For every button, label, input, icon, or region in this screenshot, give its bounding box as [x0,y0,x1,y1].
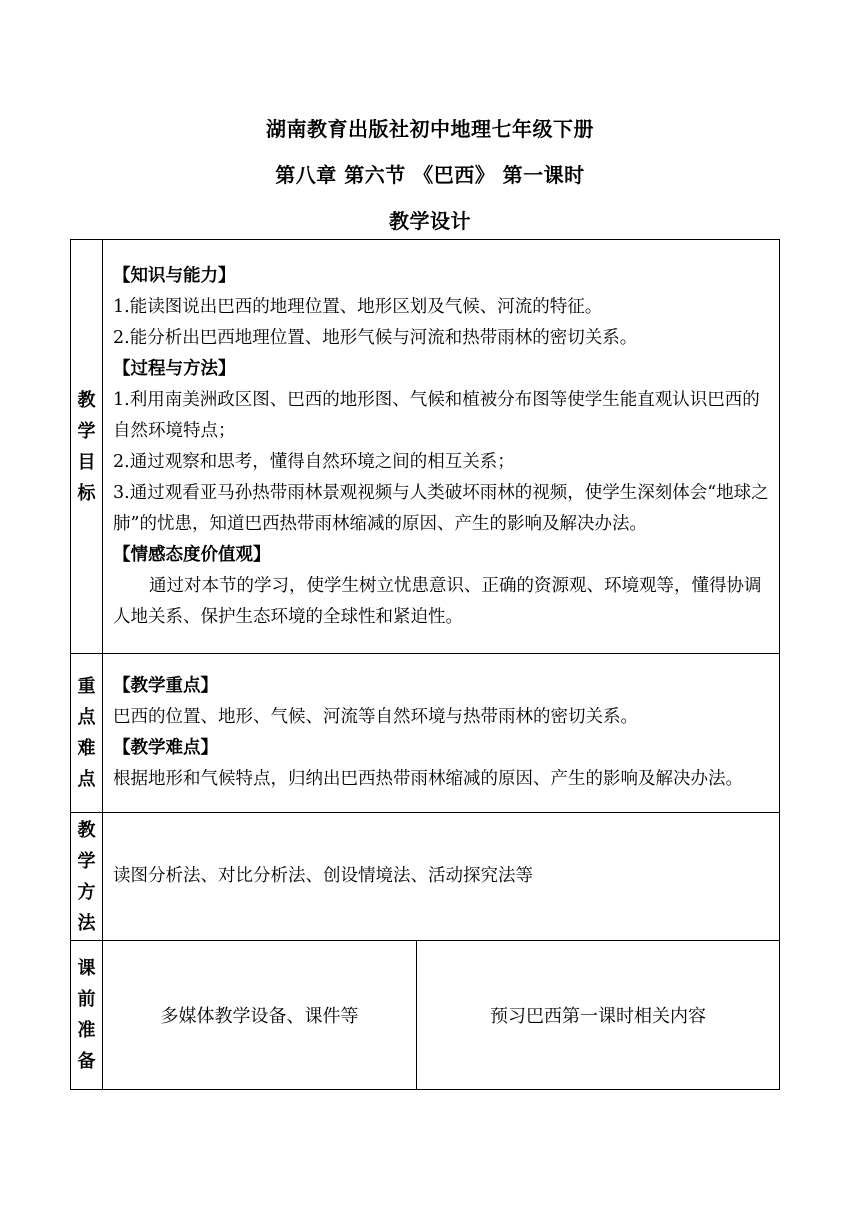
attitude-text: 通过对本节的学习，使学生树立忧患意识、正确的资源观、环境观等，懂得协调人地关系、保护生态环境的全球性和紧迫性。 [113,575,762,627]
preparation-label [71,941,103,1090]
key-points-row [71,654,780,813]
teacher-preparation: 多媒体教学设备、课件等 [103,941,417,1090]
objectives-content [103,240,780,654]
label-char: 难 [77,738,96,759]
difficulty-heading: 【教学难点】 [113,738,218,758]
label-char: 备 [77,1051,96,1072]
label-char: 准 [77,1020,96,1041]
key-points-content [103,654,780,813]
label-char: 点 [77,769,96,790]
focus-text: 巴西的位置、地形、气候、河流等自然环境与热带雨林的密切关系。 [113,707,638,727]
student-preparation: 预习巴西第一课时相关内容 [417,941,780,1090]
preparation-row [71,941,780,1090]
label-char: 学 [77,420,96,442]
chapter-subtitle: 第八章 第六节 《巴西》 第一课时 [275,163,585,187]
methods-row [71,813,780,941]
process-heading: 【过程与方法】 [113,358,236,379]
label-char: 重 [77,676,96,697]
process-item: 2.通过观察和思考，懂得自然环境之间的相互关系； [113,451,515,472]
label-char: 法 [77,912,96,934]
label-char: 方 [77,881,96,903]
document-title: 湖南教育出版社初中地理七年级下册 [266,117,594,141]
design-heading: 教学设计 [389,209,471,233]
methods-text: 读图分析法、对比分析法、创设情境法、活动探究法等 [113,866,533,886]
label-char: 课 [77,958,96,979]
label-char: 前 [77,989,96,1010]
label-char: 标 [77,482,96,504]
label-char: 目 [77,451,96,473]
label-char: 点 [77,707,96,728]
label-char: 教 [77,389,96,411]
difficulty-text: 根据地形和气候特点，归纳出巴西热带雨林缩减的原因、产生的影响及解决办法。 [113,769,743,789]
label-char: 教 [77,819,96,841]
knowledge-heading: 【知识与能力】 [113,265,236,286]
attitude-heading: 【情感态度价值观】 [113,544,271,565]
focus-heading: 【教学重点】 [113,676,218,696]
label-char: 学 [77,850,96,872]
objectives-label [71,240,103,654]
key-points-label [71,654,103,813]
methods-label [71,813,103,941]
objectives-row [71,240,780,654]
lesson-plan-table [70,239,780,1090]
methods-content [103,813,780,941]
process-item: 1.利用南美洲政区图、巴西的地形图、气候和植被分布图等使学生能直观认识巴西的自然环境特点； [113,389,760,441]
knowledge-item: 2.能分析出巴西地理位置、地形气候与河流和热带雨林的密切关系。 [113,327,638,348]
process-item: 3.通过观看亚马孙热带雨林景观视频与人类破坏雨林的视频，使学生深刻体会“地球之肺”的忧患，知道巴西热带雨林缩减的原因、产生的影响及解决办法。 [113,482,769,534]
knowledge-item: 1.能读图说出巴西的地理位置、地形区划及气候、河流的特征。 [113,296,603,317]
